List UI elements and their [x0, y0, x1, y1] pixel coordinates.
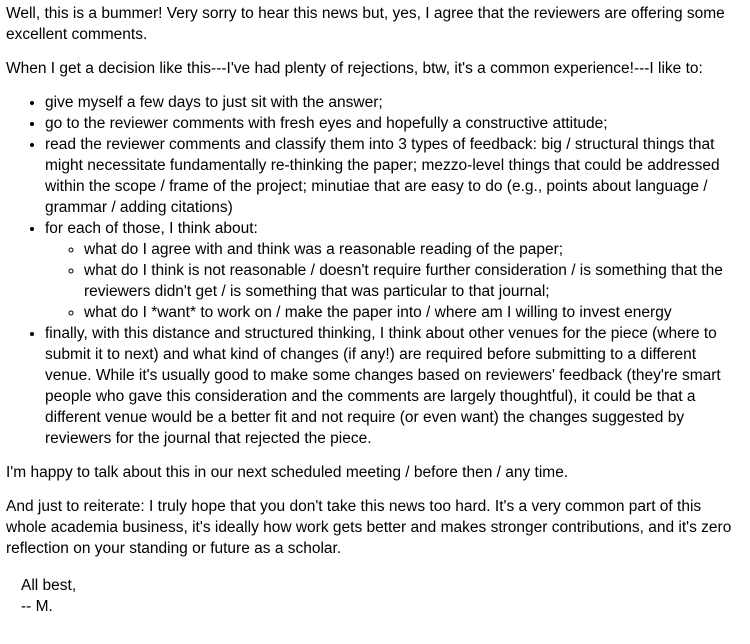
list-item: • go to the reviewer comments with fresh eyes and hopefully a constructive attitude;: [45, 113, 740, 134]
list-item: • give myself a few days to just sit with the answer;: [45, 92, 740, 113]
closing-line: All best,: [21, 577, 77, 594]
reassurance-paragraph: And just to reiterate: I truly hope that you don't take this news too hard. It's a very common part of this whole academia business, it's ideally how work gets better and makes stronger contributions, and it's zero reflection on your standing or future as a scholar.: [6, 498, 732, 557]
signoff-line: -- M.: [21, 598, 53, 615]
sub-list-item: ◦ what do I *want* to work on / make the paper into / where am I willing to invest energy: [84, 302, 740, 323]
intro-paragraph: Well, this is a bummer! Very sorry to hear this news but, yes, I agree that the reviewers are offering some excellent comments.: [6, 5, 725, 43]
sub-list: [45, 239, 740, 323]
list-item: [45, 218, 740, 323]
list-item: • finally, with this distance and structured thinking, I think about other venues for the piece (where to submit it to next) and what kind of changes (if any!) are required before submitting to a different venue. While it's usually good to make some changes based on reviewers' feedback (they're smart people who gave this consideration and the comments are largely thoughtful), it could be that a different venue would be a better fit and not require (or even want) the changes suggested by reviewers for the journal that rejected the piece.: [45, 323, 740, 449]
signature-block: [6, 575, 740, 617]
sub-list-item: ◦ what do I think is not reasonable / doesn't require further consideration / is something that the reviewers didn't get / is something that was particular to that journal;: [84, 260, 740, 302]
steps-list: [6, 92, 740, 449]
list-item: • read the reviewer comments and classify them into 3 types of feedback: big / structural things that might necessitate fundamentally re-thinking the paper; mezzo-level things that could be addressed within the scope / frame of the project; minutiae that are easy to do (e.g., points about language / grammar / adding citations): [45, 134, 740, 218]
lead-in-paragraph: When I get a decision like this---I've had plenty of rejections, btw, it's a common experience!---I like to:: [6, 60, 703, 77]
offer-paragraph: I'm happy to talk about this in our next scheduled meeting / before then / any time.: [6, 464, 569, 481]
sub-list-item: ◦ what do I agree with and think was a reasonable reading of the paper;: [84, 239, 740, 260]
list-item-text: for each of those, I think about:: [45, 220, 258, 237]
